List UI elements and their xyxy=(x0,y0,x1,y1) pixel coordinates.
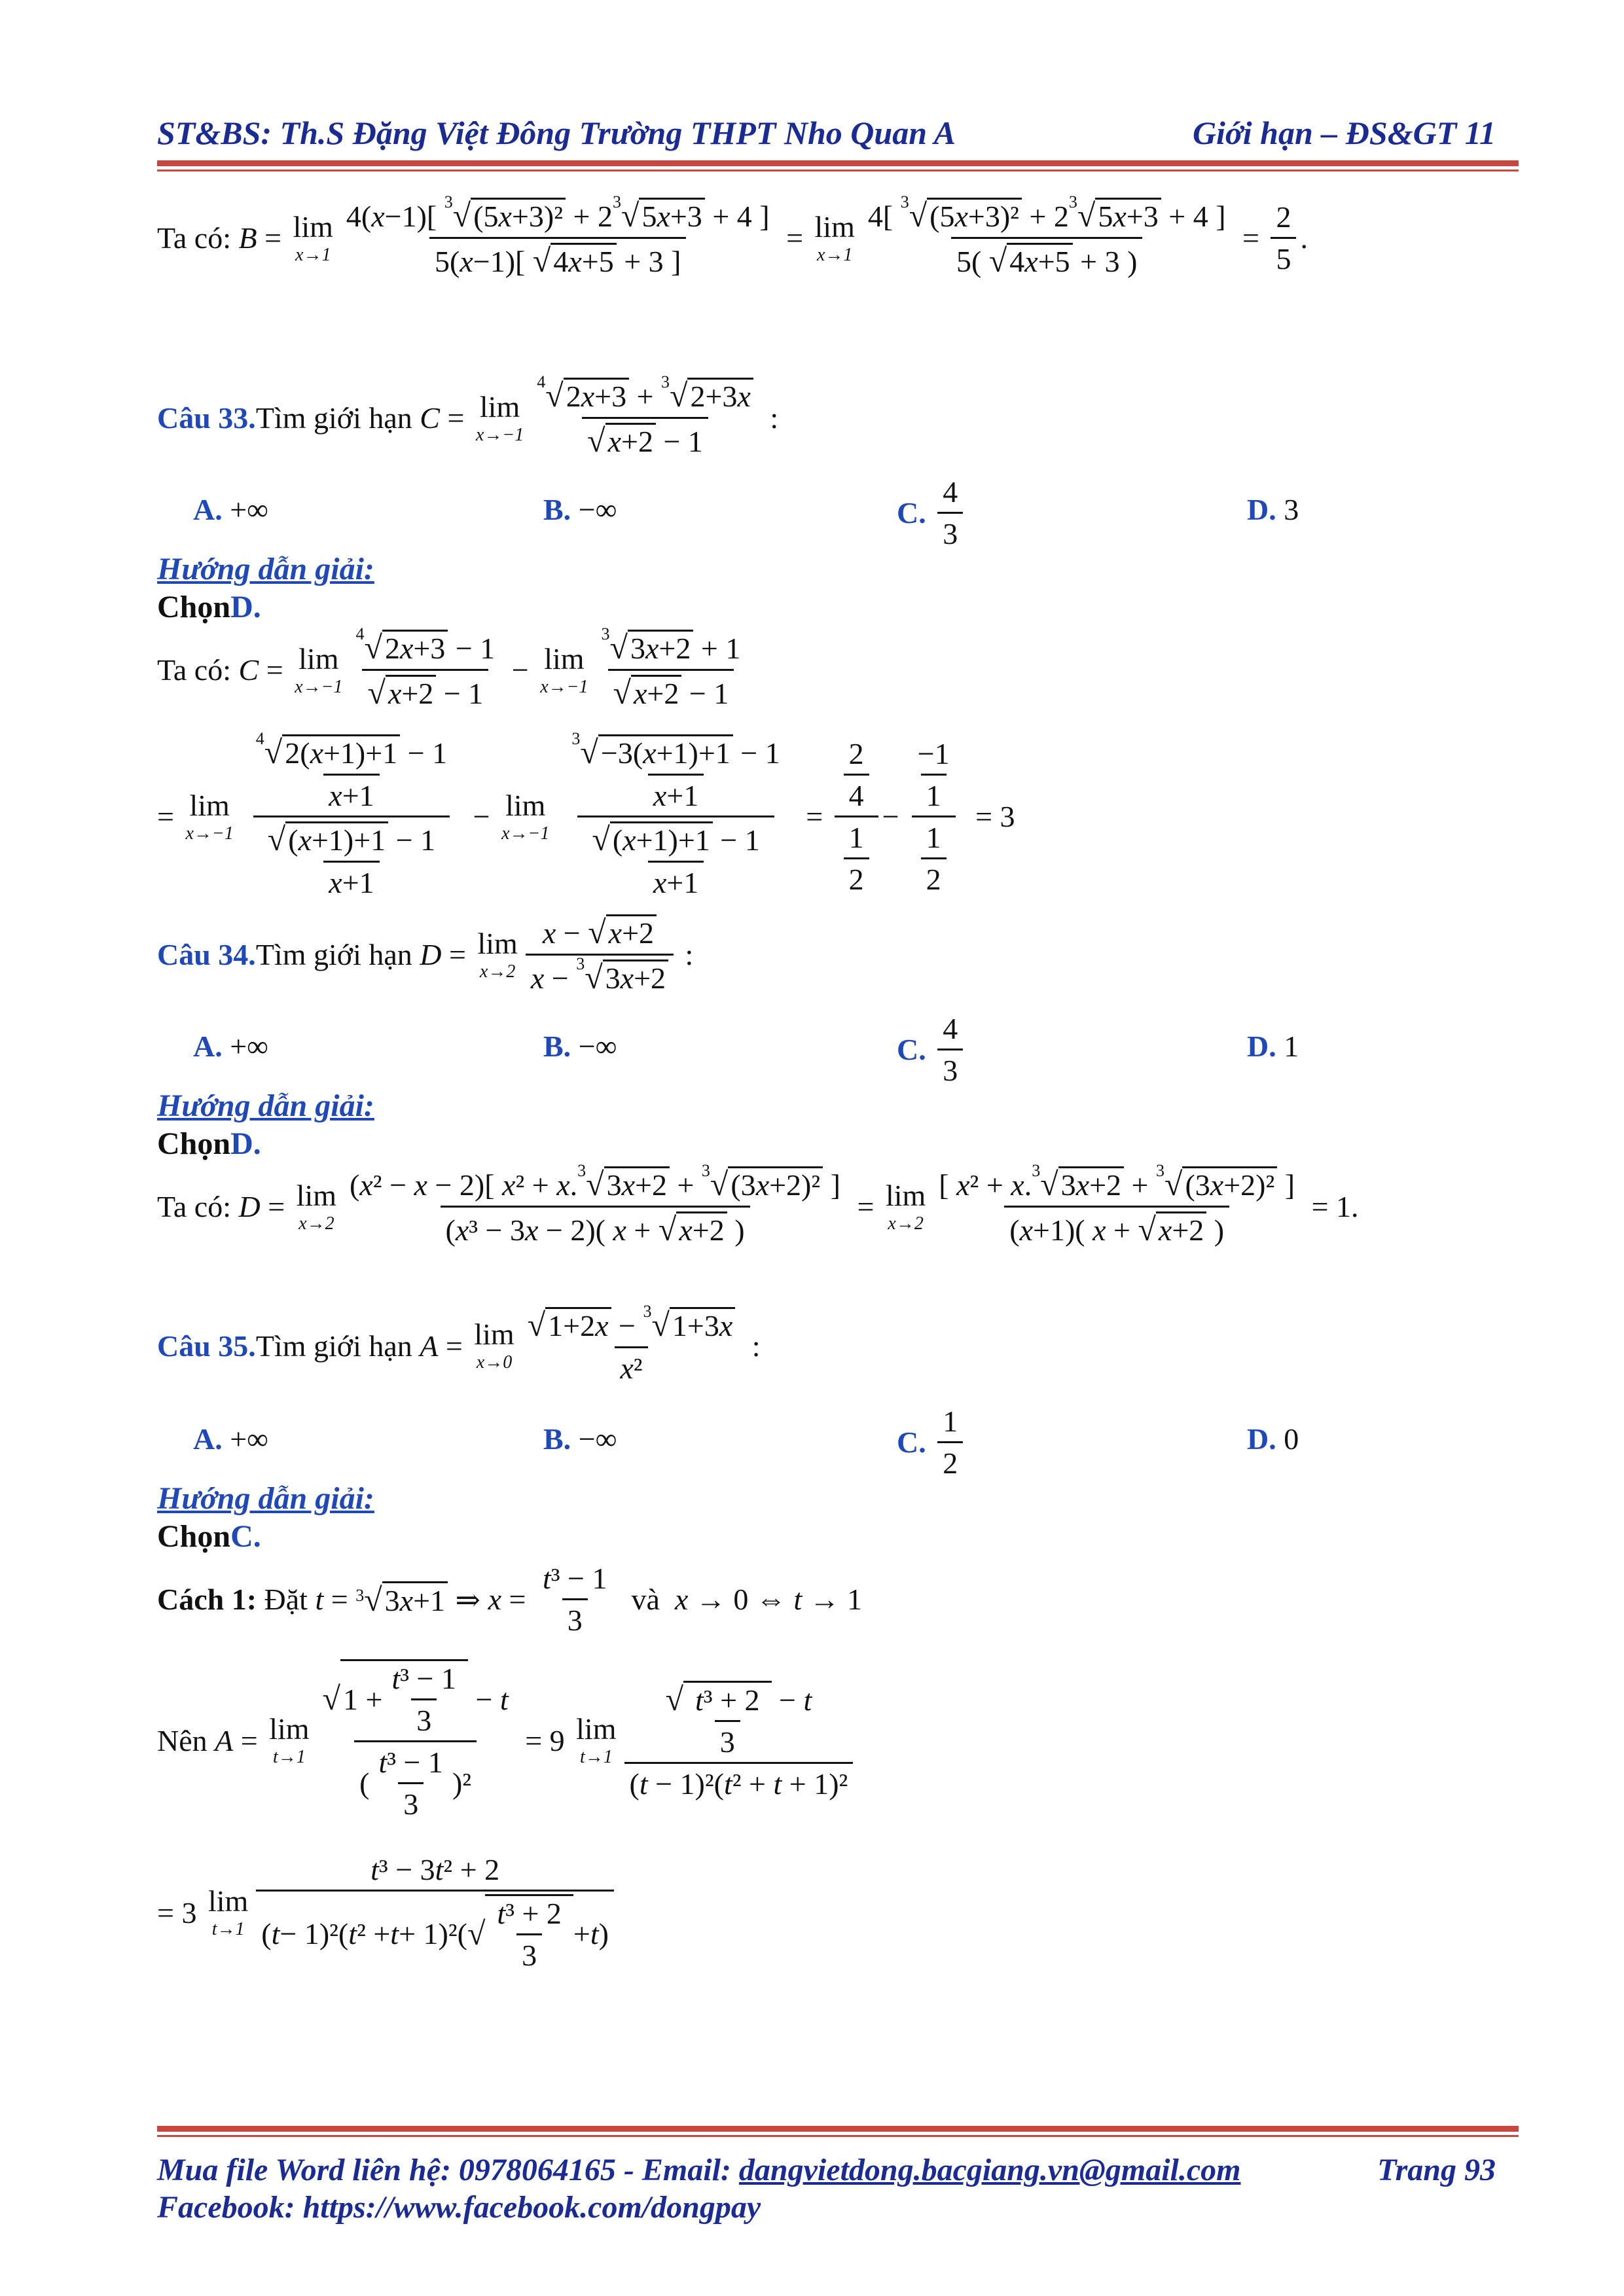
option-b: B. −∞ xyxy=(543,493,617,526)
header-rule xyxy=(157,160,1519,166)
fraction: 4[ $^3√(5x+3)^2 + 2^3√5x+3 + 4$ ] 5( √4x+5 + 3 ) xyxy=(867,192,1226,279)
answer-choice: ChọnC. xyxy=(157,1519,261,1554)
result-b: 2 5 xyxy=(1271,200,1296,276)
option-d: D. 1 xyxy=(1247,1030,1299,1063)
guide-heading: Hướng dẫn giải: xyxy=(157,1088,374,1123)
solution-35-line1: Nên A = lim t→1 √1 + t³ − 1 3 − t ( t³ − 1 3 )² = 9 lim t→1 √ t³ + 2 3 − t (t − 1)²(t² + t + 1)² xyxy=(157,1659,857,1821)
footer-rule xyxy=(157,2126,1519,2132)
answer-choice: ChọnD. xyxy=(157,1126,261,1161)
option-a: A. +∞ xyxy=(193,1422,268,1456)
header-rule-thin xyxy=(157,170,1519,171)
answer-choice: ChọnD. xyxy=(157,590,261,624)
solution-35-line2: = 3 lim t→1 t³ − 3t² + 2 ( t − 1)²( t ² + t + 1)²( √ t³ + 2 3 + t ) xyxy=(157,1852,618,1973)
question-34: Câu 34. Tìm giới hạn D = lim x→2 x − √x+2 x − $^3$√3x+2 : xyxy=(157,914,694,996)
option-a: A. +∞ xyxy=(193,493,268,526)
solution-33-line1: Ta có: C = lim x→−1 $^4$√2x+3 − 1 √x+2 − 1 − lim x→−1 $^3$√3x+2 + 1 √x+2 − 1 xyxy=(157,624,741,711)
question-number: Câu 35. xyxy=(157,1329,256,1363)
solution-33-line2: = lim x→−1 $\frac{^4√2(x+1)+1 - 1}{x+1}$ $\frac{√(x+1)+1 - 1}{x+1}$ − lim x→−1 $\frac{^3√-3(x+1)+1 - 1}{x+1}$ $\frac{√(x+1)+1 - 1}{x+1}$ = $\frac{2}{4}$ $\frac{1}{2}$ − $\frac{-1}{1}$ $\frac{1}{2}$ = 3 xyxy=(157,729,1015,899)
header-left: ST&BS: Th.S Đặng Việt Đông Trường THPT Nho Quan A xyxy=(157,115,956,151)
guide-heading: Hướng dẫn giải: xyxy=(157,552,374,586)
fraction: 4(x−1)[ $^3√(5x+3)^2 + 2^3√5x+3 + 4$ ] 5(x−1)[ √4x+5 + 3 ] xyxy=(346,192,770,279)
ta-co-label: Ta có: xyxy=(157,221,232,255)
option-c: C. 4 3 xyxy=(897,475,967,551)
fraction: $^4$√2x+3 + $^3$√2+3x √x+2 − 1 xyxy=(532,376,759,459)
email-link[interactable]: dangvietdong.bacgiang.vn@gmail.com xyxy=(738,2153,1241,2187)
question-35: Câu 35. Tìm giới hạn A = lim x→0 √1+2x − $^3$√1+3x x² : xyxy=(157,1302,761,1385)
guide-heading: Hướng dẫn giải: xyxy=(157,1481,374,1516)
option-c: C. 1 2 xyxy=(897,1404,967,1480)
result-d: 1 xyxy=(1336,1190,1352,1223)
result-c: 3 xyxy=(1000,800,1015,833)
footer-rule-thin xyxy=(157,2135,1519,2137)
solution-35-substitution: Cách 1: Đặt t = 3 √ 3x+1 ⇒ x = t³ − 1 3 và x → 0 ⇔ t → 1 xyxy=(157,1562,863,1637)
option-a: A. +∞ xyxy=(193,1030,268,1063)
footer-facebook[interactable]: Facebook: https://www.facebook.com/dongpay xyxy=(157,2190,761,2225)
question-33: Câu 33. Tìm giới hạn C = lim x→−1 $^4$√2x+3 + $^3$√2+3x √x+2 − 1 : xyxy=(157,372,779,459)
solution-34: Ta có: D = lim x→2 (x² − x − 2)[ x² + x.$^3$√3x+2 + $^3$√(3x+2)² ] (x³ − 3x − 2)( x + √x+2 ) = lim x→2 [ x² + x.$^3$√3x+2 + $^3$√(3x+2)² ] (x+1)( x + √x+2 ) = 1 . xyxy=(157,1161,1359,1247)
page-header xyxy=(157,110,1496,156)
option-d: D. 0 xyxy=(1247,1422,1299,1456)
limit-b-solution: Ta có: B = lim x→1 4(x−1)[ $^3√(5x+3)^2 + 2^3√5x+3 + 4$ ] 5(x−1)[ √4x+5 + 3 ] = lim x→1 4[ $^3√(5x+3)^2 + 2^3√5x+3 + 4$ ] 5( √4x+5 + 3 ) = 2 5 . xyxy=(157,192,1308,279)
question-number: Câu 33. xyxy=(157,401,256,435)
page-number: Trang 93 xyxy=(1377,2153,1496,2187)
footer-contact: Mua file Word liên hệ: 0978064165 - Email: dangvietdong.bacgiang.vn@gmail.com Trang 93 xyxy=(157,2153,1496,2187)
option-b: B. −∞ xyxy=(543,1030,617,1063)
option-d: D. 3 xyxy=(1247,493,1299,526)
option-b: B. −∞ xyxy=(543,1422,617,1456)
option-c: C. 4 3 xyxy=(897,1011,967,1088)
header-right: Giới hạn – ĐS&GT 11 xyxy=(1192,115,1496,151)
question-number: Câu 34. xyxy=(157,938,256,971)
